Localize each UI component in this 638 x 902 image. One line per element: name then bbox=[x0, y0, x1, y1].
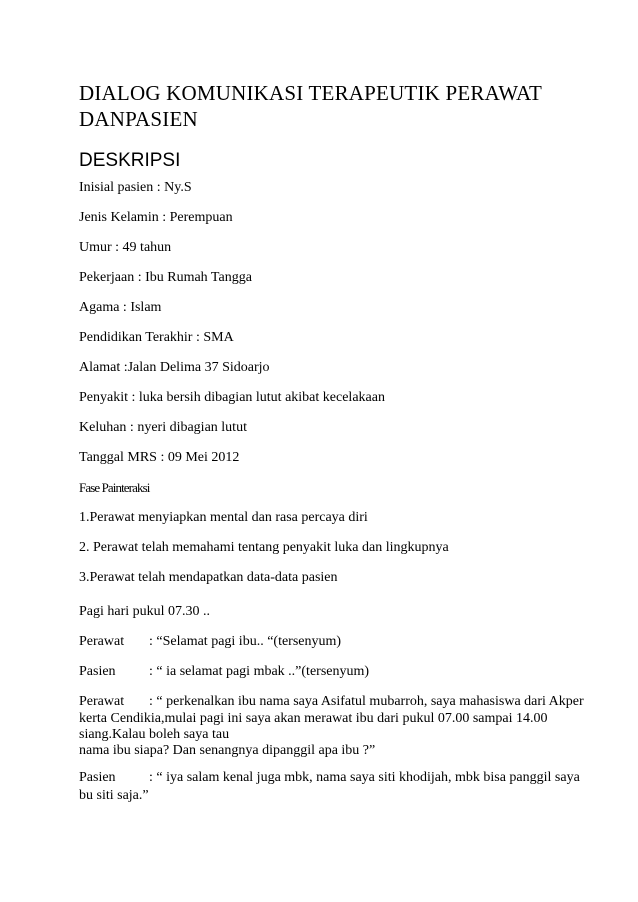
dialog-speaker: Pasien bbox=[79, 664, 116, 679]
dialog-continuation: kerta Cendikia,mulai pagi ini saya akan merawat ibu dari pukul 07.00 sampai 14.00 bbox=[79, 711, 548, 726]
info-line: Pendidikan Terakhir : SMA bbox=[79, 330, 234, 345]
dialog-speaker: Pasien bbox=[79, 770, 116, 785]
info-line: Alamat :Jalan Delima 37 Sidoarjo bbox=[79, 360, 270, 375]
dialog-continuation: bu siti saja.” bbox=[79, 788, 149, 803]
document-title-line-1: DIALOG KOMUNIKASI TERAPEUTIK PERAWAT bbox=[79, 81, 543, 105]
step-line: 3.Perawat telah mendapatkan data-data pasien bbox=[79, 570, 338, 585]
info-line: Umur : 49 tahun bbox=[79, 240, 172, 255]
info-line: Tanggal MRS : 09 Mei 2012 bbox=[79, 450, 240, 465]
step-line: 1.Perawat menyiapkan mental dan rasa percaya diri bbox=[79, 510, 368, 525]
step-line: 2. Perawat telah memahami tentang penyakit luka dan lingkupnya bbox=[79, 540, 449, 555]
time-line: Pagi hari pukul 07.30 .. bbox=[79, 604, 211, 619]
info-line: Pekerjaan : Ibu Rumah Tangga bbox=[79, 270, 252, 285]
dialog-text: : “ iya salam kenal juga mbk, nama saya siti khodijah, mbk bisa panggil saya bbox=[149, 770, 580, 785]
dialog-text: : “ perkenalkan ibu nama saya Asifatul mubarroh, saya mahasiswa dari Akper bbox=[149, 694, 584, 709]
section-heading: DESKRIPSI bbox=[79, 150, 181, 171]
dialog-text: : “Selamat pagi ibu.. “(tersenyum) bbox=[149, 634, 342, 649]
info-line: Keluhan : nyeri dibagian lutut bbox=[79, 420, 247, 435]
info-line: Agama : Islam bbox=[79, 300, 162, 315]
info-line: Jenis Kelamin : Perempuan bbox=[79, 210, 233, 225]
info-line: Penyakit : luka bersih dibagian lutut akibat kecelakaan bbox=[79, 390, 385, 405]
dialog-speaker: Perawat bbox=[79, 694, 125, 709]
dialog-speaker: Perawat bbox=[79, 634, 125, 649]
phase-heading: Fase Painteraksi bbox=[79, 480, 150, 495]
dialog-continuation: nama ibu siapa? Dan senangnya dipanggil apa ibu ?” bbox=[79, 743, 376, 758]
dialog-continuation: siang.Kalau boleh saya tau bbox=[79, 727, 230, 742]
document-title-line-2: DANPASIEN bbox=[79, 107, 198, 131]
dialog-text: : “ ia selamat pagi mbak ..”(tersenyum) bbox=[149, 664, 370, 679]
info-line: Inisial pasien : Ny.S bbox=[79, 180, 192, 195]
